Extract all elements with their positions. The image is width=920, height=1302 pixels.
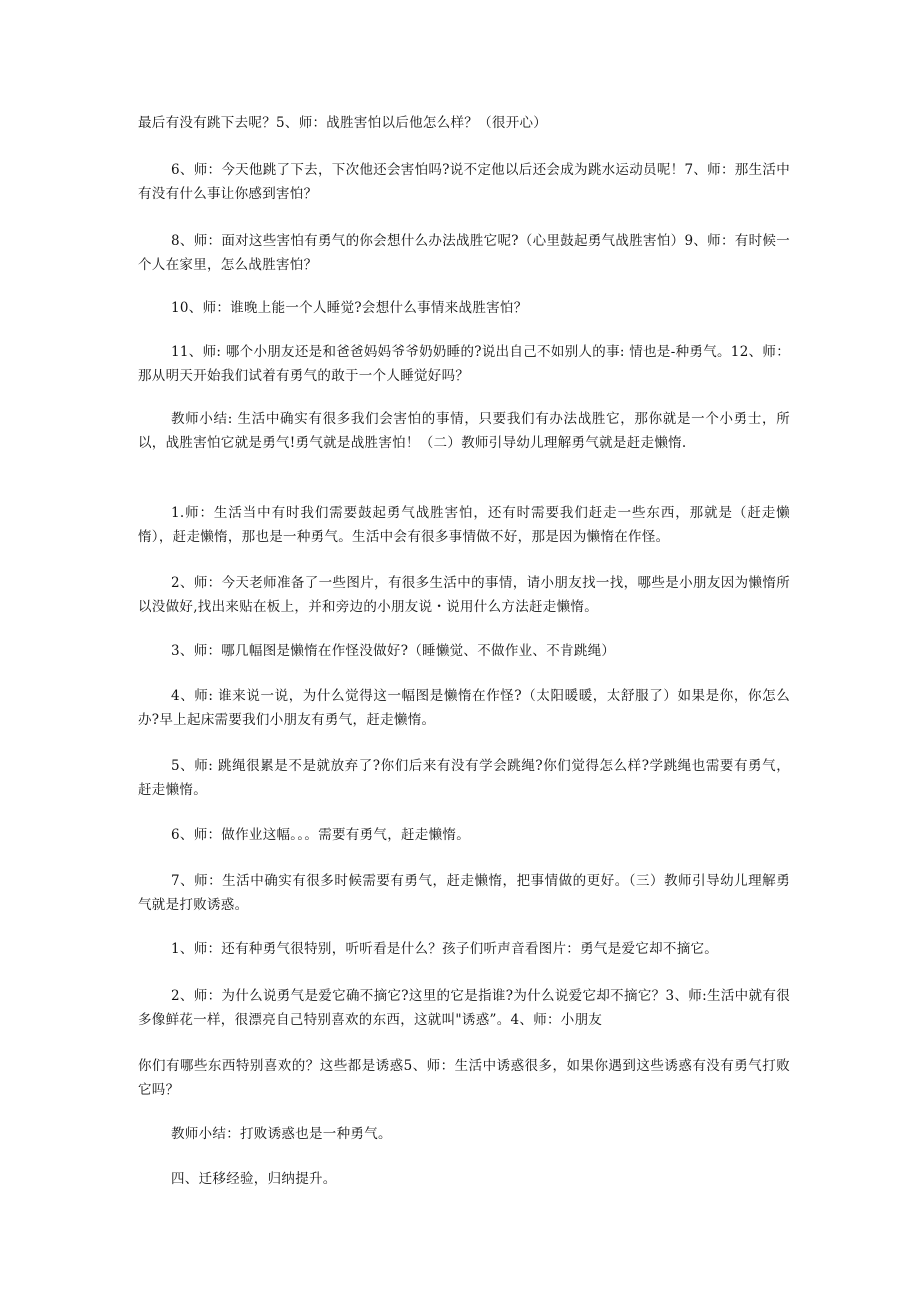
paragraph-13: 7、师：生活中确实有很多时候需要有勇气，赶走懒惰，把事情做的更好。（三）教师引导幼儿理解勇气就是打败诱惑。 — [138, 873, 790, 913]
paragraph-10: 4、师: 谁来说一说，为什么觉得这一幅图是懒惰在作怪?（太阳暖暖，太舒服了）如果是你，你怎么办?早上起床需要我们小朋友有勇气，赶走懒惰。 — [138, 688, 790, 728]
paragraph-12: 6、师：做作业这幅。。。需要有勇气，赶走懒惰。 — [171, 827, 470, 843]
paragraph-11: 5、师: 跳绳很累是不是就放弃了?你们后来有没有学会跳绳?你们觉得怎么样?学跳绳也需要有勇气，赶走懒惰。 — [138, 758, 790, 798]
paragraph-18: 四、迁移经验，归纳提升。 — [171, 1171, 337, 1187]
paragraph-15: 2、师：为什么说勇气是爱它确不摘它?这里的它是指谁?为什么说爱它却不摘它？3、师:生活中就有很多像鲜花一样，很漂亮自己特别喜欢的东西，这就叫"诱惑”。4、师：小朋友 — [138, 988, 790, 1028]
paragraph-2: 6、师：今天他跳了下去，下次他还会害怕吗?说不定他以后还会成为跳水运动员呢！7、师：那生活中有没有什么事让你感到害怕？ — [138, 162, 790, 202]
paragraph-14: 1、师：还有种勇气很特别，听听看是什么？孩子们听声音看图片：勇气是爱它却不摘它。 — [171, 941, 719, 957]
paragraph-9: 3、师：哪几幅图是懒惰在作怪没做好?（睡懒觉、不做作业、不肯跳绳） — [171, 643, 616, 659]
paragraph-6: 教师小结: 生活中确实有很多我们会害怕的事情，只要我们有办法战胜它，那你就是一个小勇士，所以，战胜害怕它就是勇气!勇气就是战胜害怕！（二）教师引导幼儿理解勇气就是赶走懒惰. — [138, 411, 790, 451]
paragraph-8: 2、师：今天老师准备了一些图片，有很多生活中的事情，请小朋友找一找，哪些是小朋友因为懒惰所以没做好,找出来贴在板上，并和旁边的小朋友说・说用什么方法赶走懒惰。 — [138, 575, 790, 615]
paragraph-17: 教师小结：打败诱惑也是一种勇气。 — [171, 1126, 392, 1142]
paragraph-3: 8、师：面对这些害怕有勇气的你会想什么办法战胜它呢?（心里鼓起勇气战胜害怕）9、师：有时候一个人在家里，怎么战胜害怕？ — [138, 233, 790, 273]
paragraph-1: 最后有没有跳下去呢？5、师：战胜害怕以后他怎么样？（很开心） — [138, 115, 548, 131]
paragraph-16: 你们有哪些东西特别喜欢的？这些都是诱惑5、师：生活中诱惑很多，如果你遇到这些诱惑有没有勇气打败它吗？ — [138, 1058, 790, 1098]
paragraph-4: 10、师：谁晚上能一个人睡觉?会想什么事情来战胜害怕？ — [171, 300, 528, 316]
paragraph-5: 11、师: 哪个小朋友还是和爸爸妈妈爷爷奶奶睡的?说出自己不如别人的事: 情也是-种勇气。12、师：那从明天开始我们试着有勇气的敢于一个人睡觉好吗？ — [138, 344, 790, 384]
paragraph-7: 1.师：生活当中有时我们需要鼓起勇气战胜害怕，还有时需要我们赶走一些东西，那就是（赶走懒惰），赶走懒惰，那也是一种勇气。生活中会有很多事情做不好，那是因为懒惰在作怪。 — [138, 505, 790, 545]
